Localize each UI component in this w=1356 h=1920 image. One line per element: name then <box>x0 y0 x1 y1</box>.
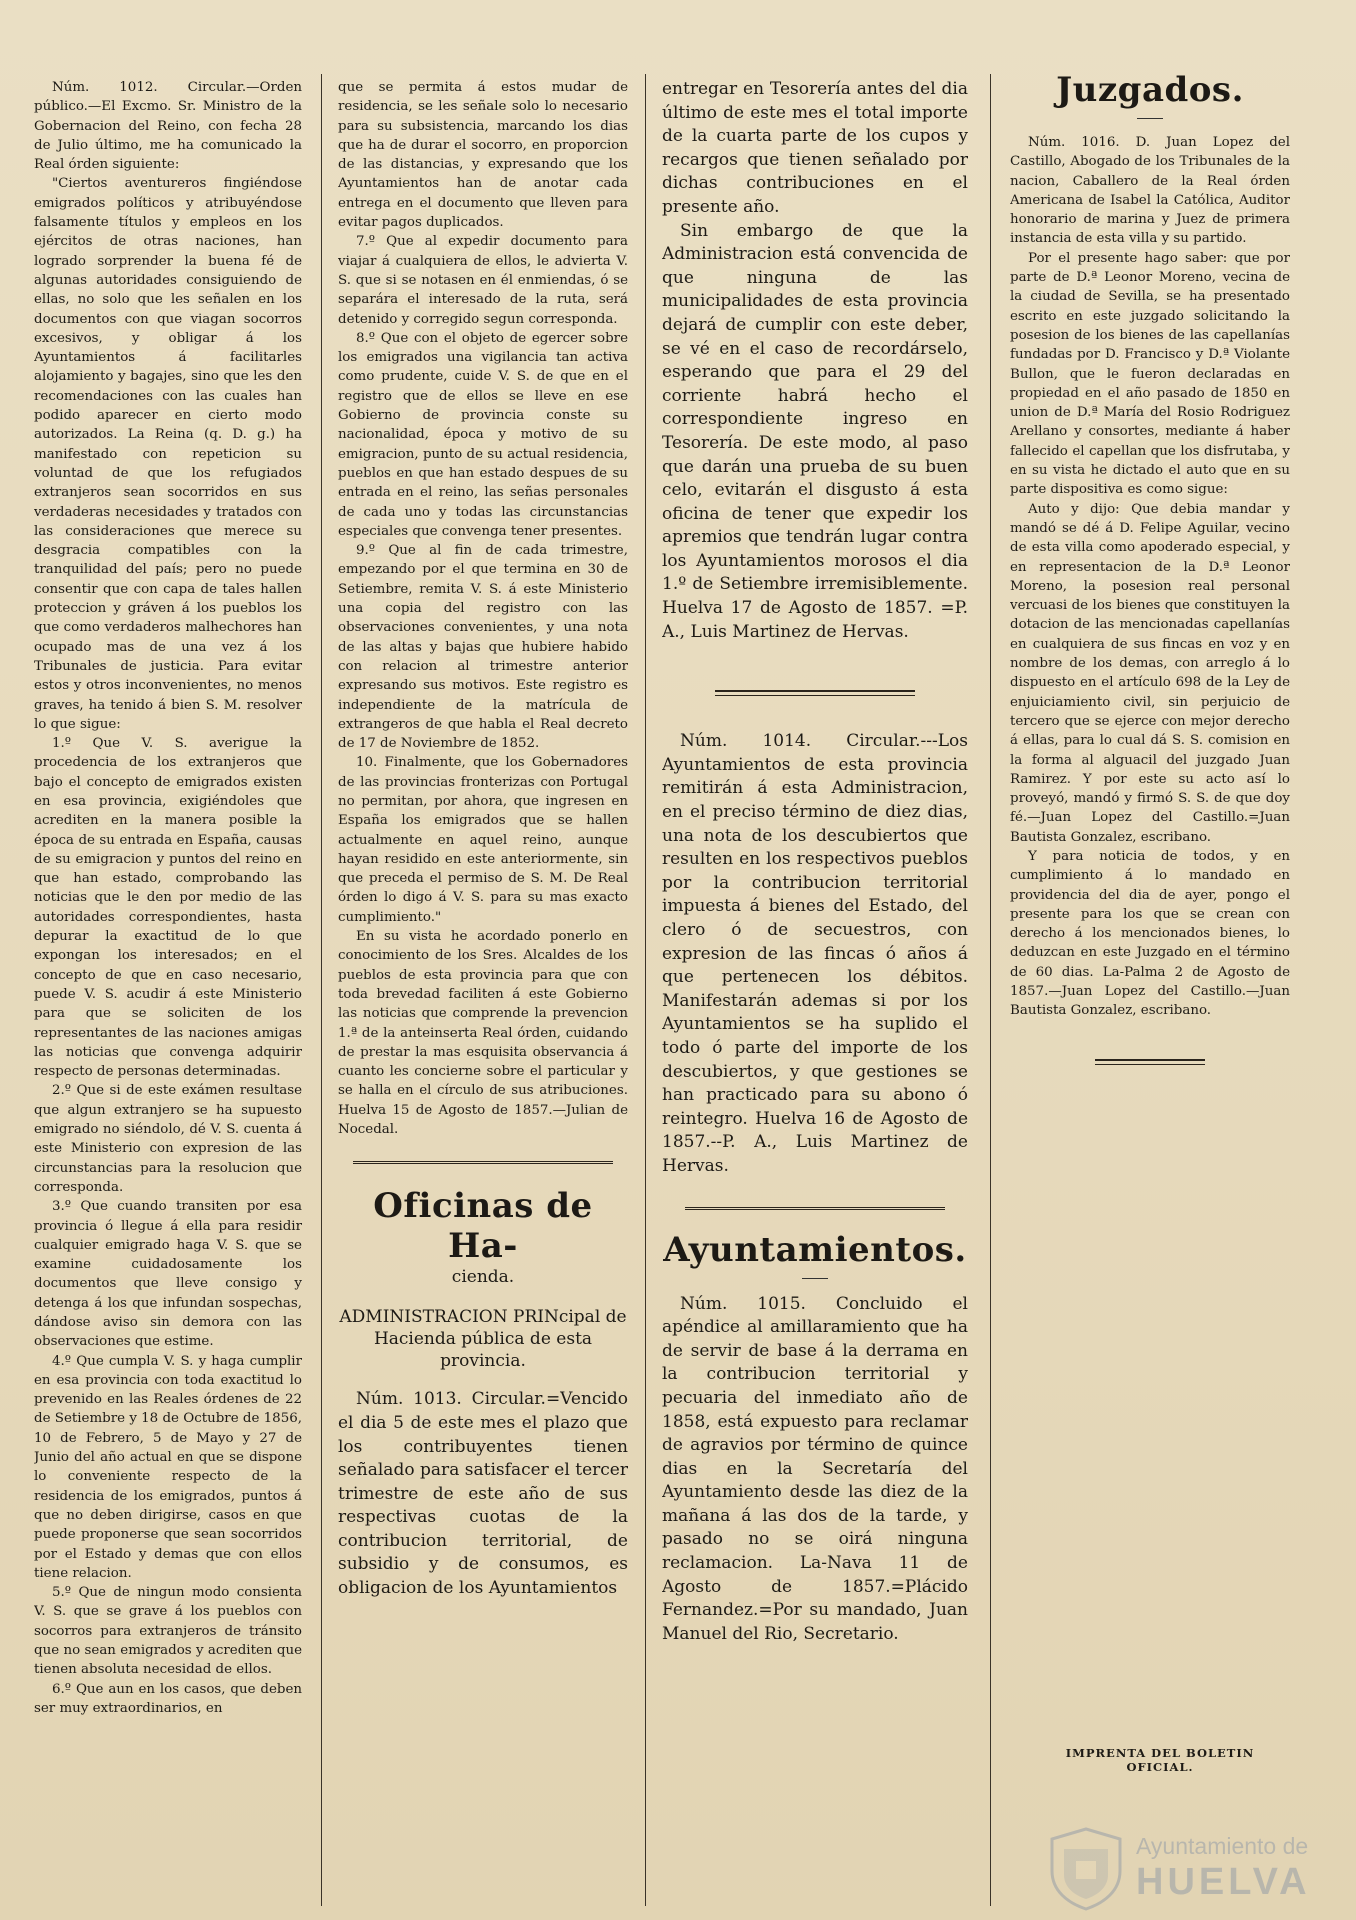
circular-1013: Núm. 1013. Circular.=Vencido el dia 5 de este mes el plazo que los contribuyentes tienen señalado para satisfacer el tercer trimestre de este año de sus respectivas cuotas de la contribucion territorial, de subsidio y de consumos, es obligacion de los Ayuntamientos <box>338 1389 628 1599</box>
section-title-hacienda: Oficinas de Ha- <box>373 1186 593 1267</box>
archive-watermark <box>1040 1825 1340 1915</box>
royal-order-point-4: 4.º Que cumpla V. S. y haga cumplir en esa provincia con toda exactitud lo prevenido en las Reales órdenes de 22 de Setiembre y 18 de Octubre de 1856, 10 de Febrero, 5 de Mayo y 27 de Junio del año actual en que se dispone lo conveniente respecto de la residencia de los emigrados, puntos á que no deben dirigirse, casos en que puede proponerse que sean socorridos por el Estado y demas que con ellos tiene relacion. <box>34 1353 302 1581</box>
royal-order-point-3: 3.º Que cuando transiten por esa provincia ó llegue á ella para residir cualquier emigrado haga V. S. que se examine cuidadosamente los documentos que lleve consigo y detenga á los que infundan sospechas, dándose aviso sin demora con las observaciones que estime. <box>34 1199 302 1350</box>
column-3 <box>662 78 968 1900</box>
edict-1016-auto: Auto y dijo: Que debia mandar y mandó se dé á D. Felipe Aguilar, vecino de esta villa como apoderado especial, y en representacion de la D.ª Leonor Moreno, la posesion real personal vercuasi de los bienes que constituyen la dotacion de las mencionadas capellanías en cualquiera de sus fincas en voz y en nombre de los demas, con arreglo á lo dispuesto en el artículo 698 de la Ley de enjuiciamiento civil, sin perjuicio de tercero que se ejerce con mejor derecho á ellas, para lo cual dá S. S. comision en la forma al alguacil del juzgado Juan Ramirez. Y por este su acto así lo proveyó, mandó y firmó S. S. de que doy fé.—Juan Lopez del Castillo.=Juan Bautista Gonzalez, escribano. <box>1010 501 1290 845</box>
royal-order-point-2: 2.º Que si de este exámen resultase que algun extranjero se ha supuesto emigrado no siéndolo, dé V. S. cuenta á este Ministerio con expresion de las circunstancias para la resolucion que corresponda. <box>34 1083 302 1195</box>
column-4 <box>1010 70 1290 1900</box>
administration-heading: ADMINISTRACION PRINcipal de Hacienda pública de esta provincia. <box>339 1307 627 1372</box>
column-1 <box>34 78 302 1900</box>
circular-1013-body: Sin embargo de que la Administracion está convencida de que ninguna de las municipalidades de esta provincia dejará de cumplir con este deber, se vé en el caso de recordárselo, esperando que para el 29 del corriente habrá hecho el correspondiente ingreso en Tesorería. De este modo, al paso que darán una prueba de su buen celo, evitarán el disgusto á esta oficina de tener que expedir los apremios que tendrán lugar contra los Ayuntamientos morosos el dia 1.º de Setiembre irremisiblemente. Huelva 17 de Agosto de 1857. =P. A., Luis Martinez de Hervas. <box>662 220 968 642</box>
edict-1016-body: Por el presente hago saber: que por parte de D.ª Leonor Moreno, vecina de la ciudad de Sevilla, se ha presentado escrito en este juzgado solicitando la posesion de los bienes de las capellanías fundadas por D. Francisco y D.ª Violante Bullon, que le fueron declaradas en propiedad en el año pasado de 1850 en union de D.ª María del Rosio Rodriguez Arellano y consortes, mediante á haber fallecido el capellan que los disfrutaba, y en su vista he dictado el auto que en su parte dispositiva es como sigue: <box>1010 250 1290 498</box>
edict-1016-closing: Y para noticia de todos, y en cumplimiento á lo mandado en providencia del dia de ayer, pongo el presente para los que se crean con derecho á los mencionados bienes, lo deduzcan en este Juzgado en el término de 60 dias. La-Palma 2 de Agosto de 1857.—Juan Lopez del Castillo.—Juan Bautista Gonzalez, escribano. <box>1010 848 1290 1019</box>
title-dash <box>1137 118 1163 119</box>
royal-order-point-10: 10. Finalmente, que los Gobernadores de las provincias fronterizas con Portugal no permitan, por ahora, que ingresen en España los emigrados que se hallen actualmente en aquel reino, aunque hayan residido en este anteriormente, sin que preceda el permiso de S. M. De Real órden lo digo á V. S. para su mas exacto cumplimiento." <box>338 755 628 925</box>
section-separator <box>685 1207 945 1210</box>
column-2 <box>338 78 628 1900</box>
column-divider <box>645 74 646 1906</box>
title-dash <box>802 1278 828 1279</box>
printer-imprint: IMPRENTA DEL BOLETIN OFICIAL. <box>1065 1746 1255 1774</box>
circular-1013-cont: entregar en Tesorería antes del dia último de este mes el total importe de la cuarta parte de los cupos y recargos que tienen señalado por dichas contribuciones en el presente año. <box>662 79 968 217</box>
section-separator <box>715 690 915 696</box>
circular-1012-intro: Núm. 1012. Circular.—Orden público.—El Excmo. Sr. Ministro de la Gobernacion del Reino, con fecha 28 de Julio último, me ha comunicado la Real órden siguiente: <box>34 80 302 173</box>
section-separator <box>353 1161 613 1164</box>
royal-order-point-9: 9.º Que al fin de cada trimestre, empezando por el que termina en 30 de Setiembre, remita V. S. á este Ministerio una copia del registro con las observaciones convenientes, y una nota de las altas y bajas que hubiere habido con relacion al trimestre anterior expresando sus motivos. Este registro es independiente de la matrícula de extrangeros de que habla el Real decreto de 17 de Noviembre de 1852. <box>338 543 628 752</box>
royal-order-point-6: 6.º Que aun en los casos, que deben ser muy extraordinarios, en <box>34 1681 302 1716</box>
city-seal-icon <box>1046 1825 1126 1911</box>
section-title-juzgados: Juzgados. <box>1056 70 1244 110</box>
watermark-line-2: HUELVA <box>1136 1861 1311 1903</box>
section-title-ayuntamientos: Ayuntamientos. <box>663 1229 967 1270</box>
section-separator <box>1095 1059 1205 1065</box>
edict-1016-heading: Núm. 1016. D. Juan Lopez del Castillo, Abogado de los Tribunales de la nacion, Caballero de la Real órden Americana de Isabel la Católica, Auditor honorario de marina y Juez de primera instancia de esta villa y su partido. <box>1010 135 1290 247</box>
royal-order-point-8: 8.º Que con el objeto de egercer sobre los emigrados una vigilancia tan activa como prudente, cuide V. S. de que en el registro que de ellos se lleve en ese Gobierno de provincia conste su nacionalidad, época y motivo de su emigracion, punto de su actual residencia, pueblos en que han estado despues de su entrada en el reino, las señas personales de cada uno y todas las circunstancias especiales que convenga tener presentes. <box>338 330 628 539</box>
section-title-hacienda-cont: cienda. <box>451 1267 515 1288</box>
column-divider <box>990 74 991 1906</box>
watermark-line-1: Ayuntamiento de <box>1136 1833 1309 1859</box>
governor-closing: En su vista he acordado ponerlo en conocimiento de los Sres. Alcaldes de los pueblos de esta provincia para que con toda brevedad faciliten á este Gobierno las noticias que comprende la prevencion 1.ª de la anteinserta Real órden, cuidando de prestar la mas esquisita observancia á cuanto les concierne sobre el particular y se halla en el círculo de sus atribuciones. Huelva 15 de Agosto de 1857.—Julian de Nocedal. <box>338 929 628 1138</box>
column-divider <box>321 74 322 1906</box>
royal-order-point-1: 1.º Que V. S. averigue la procedencia de los extranjeros que bajo el concepto de emigrados existen en esa provincia, exigiéndoles que acrediten en la manera posible la época de su entrada en España, causas de su emigracion y puntos del reino en que han estado, comprobando las noticias que le den por medio de las autoridades correspondientes, hasta depurar la exactitud de lo que expongan los interesados; en el concepto de que en caso necesario, puede V. S. acudir á este Ministerio para que se soliciten de los representantes de las naciones amigas las noticias que convenga adquirir respecto de personas determinadas. <box>34 736 302 1080</box>
royal-order-point-6-cont: que se permita á estos mudar de residencia, se les señale solo lo necesario para su subsistencia, marcando los dias que ha de durar el socorro, en proporcion de las distancias, y expresando que los Ayuntamientos han de anotar cada entrega en el documento que lleven para evitar pagos duplicados. <box>338 80 628 231</box>
notice-1015: Núm. 1015. Concluido el apéndice al amillaramiento que ha de servir de base á la derrama en la contribucion territorial y pecuaria del inmediato año de 1858, está expuesto para reclamar de agravios por término de quince dias en la Secretaría del Ayuntamiento desde las diez de la mañana á las dos de la tarde, y pasado no se oirá ninguna reclamacion. La-Nava 11 de Agosto de 1857.=Plácido Fernandez.=Por su mandado, Juan Manuel del Rio, Secretario. <box>662 1293 968 1644</box>
royal-order-point-7: 7.º Que al expedir documento para viajar á cualquiera de ellos, le advierta V. S. que si se notasen en él enmiendas, ó se separára el interesado de la ruta, será detenido y corregido segun corresponda. <box>338 234 628 327</box>
royal-order-body: "Ciertos aventureros fingiéndose emigrados políticos y atribuyéndose falsamente títulos y empleos en los ejércitos de otras naciones, han logrado sorprender la buena fé de algunas autoridades consiguiendo de ellas, no solo que les señalen en los documentos con que viagan socorros excesivos, y obligar á los Ayuntamientos á facilitarles alojamiento y bagajes, sino que les den recomendaciones con las cuales han podido aparecer en cierto modo autorizados. La Reina (q. D. g.) ha manifestado con repeticion su voluntad de que los refugiados extranjeros sean socorridos en sus verdaderas necesidades y tratados con las consideraciones que merece su desgracia compatibles con la tranquilidad del país; pero no puede consentir que con capa de tales hallen proteccion y gráven á los pueblos los que como verdaderos malhechores han ocupado mas de una vez á los Tribunales de justicia. Para evitar estos y otros inconvenientes, no menos graves, ha tenido á bien S. M. resolver lo que sigue: <box>34 176 302 732</box>
royal-order-point-5: 5.º Que de ningun modo consienta V. S. que se grave á los pueblos con socorros para extranjeros de tránsito que no sean emigrados y acrediten que tienen absoluta necesidad de ellos. <box>34 1585 302 1678</box>
circular-1014: Núm. 1014. Circular.---Los Ayuntamientos de esta provincia remitirán á esta Administracion, en el preciso término de diez dias, una nota de los descubiertos que resulten en los respectivos pueblos por la contribucion territorial impuesta á bienes del Estado, del clero ó de secuestros, con expresion de las fincas ó años á que pertenecen los débitos. Manifestarán ademas si por los Ayuntamientos se ha suplido el todo ó parte del importe de los descubiertos, y que gestiones se han practicado para su abono ó reintegro. Huelva 16 de Agosto de 1857.--P. A., Luis Martinez de Hervas. <box>662 731 968 1176</box>
